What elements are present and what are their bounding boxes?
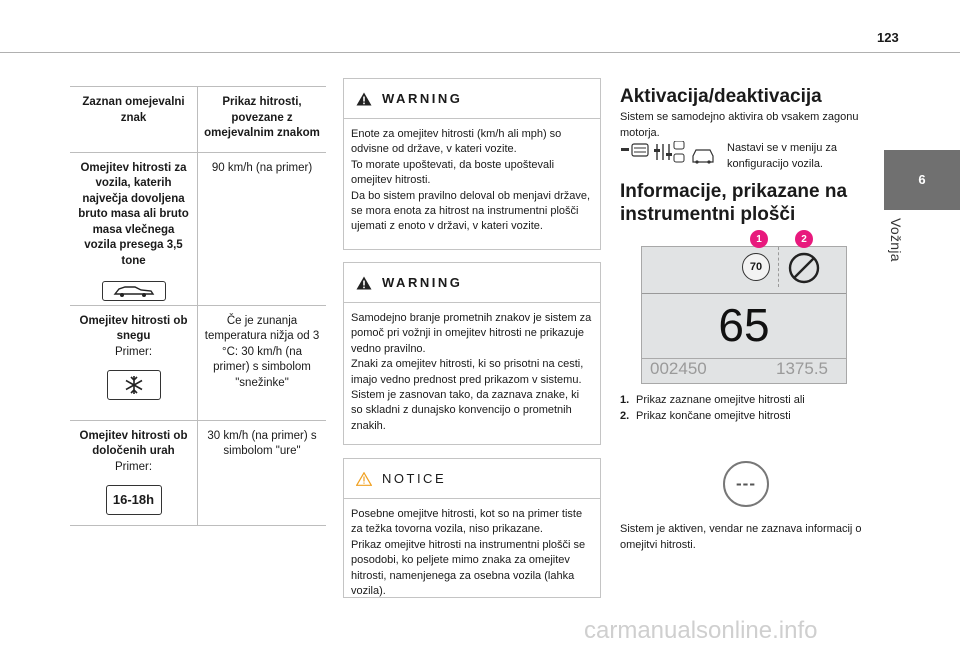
warning-triangle-icon bbox=[356, 92, 372, 106]
table-header-left: Zaznan omejevalni znak bbox=[70, 87, 198, 152]
activation-text: Sistem se samodejno aktivira ob vsakem zagonu motorja. bbox=[620, 111, 859, 139]
row-subtitle: Primer: bbox=[114, 345, 153, 358]
row-title: Omejitev hitrosti za vozila, katerih največja dovoljena bruto masa ali bruto masa vlečnega vozila presega 3,5 tone bbox=[78, 161, 189, 267]
chapter-title: Vožnja bbox=[888, 218, 904, 262]
row-value: 90 km/h (na primer) bbox=[211, 161, 313, 174]
table-header-right: Prikaz hitrosti, povezane z omejevalnim znakom bbox=[204, 96, 320, 139]
no-info-sign-icon: --- bbox=[723, 461, 769, 507]
odometer: 002450 bbox=[650, 359, 707, 378]
current-speed: 65 bbox=[718, 299, 770, 351]
warning-title: WARNING bbox=[382, 274, 463, 290]
trip-meter: 1375.5 bbox=[776, 359, 828, 378]
table-row bbox=[70, 153, 326, 306]
row-title: Omejitev hitrosti ob snegu bbox=[79, 314, 188, 342]
notice-title: NOTICE bbox=[382, 470, 447, 486]
row-value: Če je zunanja temperatura nižja od 3 °C: 30 km/h (na primer) s simbolom "snežinke" bbox=[204, 314, 320, 389]
menu-text: Nastavi se v meniju za konfiguracijo vozila. bbox=[727, 142, 838, 170]
speed-limit-table bbox=[70, 86, 326, 526]
sign-separator bbox=[778, 247, 779, 287]
table-header-row bbox=[70, 87, 326, 153]
list-item bbox=[620, 392, 816, 408]
notice-triangle-icon bbox=[356, 472, 372, 486]
warning-text: Samodejno branje prometnih znakov je sistem za pomoč pri vožnji in omejitev hitrosti ne prikazuje vedno pravilno. Znaki za omejitev hitrosti, ki so prisotni na cesti, imajo vedno prednost pred prikazom v sistemu. Sistem je zasnovan tako, da zaznava znake, ki so skladni z dunajsko konvencijo o prometnih znakih. bbox=[351, 312, 592, 432]
display-legend-list bbox=[620, 392, 816, 424]
warning-triangle-icon bbox=[356, 276, 372, 290]
speed-limit-sign: 70 bbox=[742, 253, 770, 281]
callout-marker: 1 bbox=[750, 230, 768, 248]
watermark: carmanualsonline.info bbox=[584, 617, 818, 644]
item-number: 2. bbox=[620, 410, 630, 422]
notice-box bbox=[343, 458, 601, 598]
instrument-display bbox=[641, 246, 847, 384]
row-value: 30 km/h (na primer) s simbolom "ure" bbox=[207, 429, 317, 457]
info-heading: Informacije, prikazane na instrumentni plošči bbox=[620, 181, 848, 225]
menu-path-icons bbox=[621, 141, 721, 167]
chapter-tab[interactable]: 6 bbox=[884, 150, 960, 210]
callout-marker: 2 bbox=[795, 230, 813, 248]
item-number: 1. bbox=[620, 394, 630, 406]
list-item bbox=[620, 408, 816, 424]
time-sign-icon: 16-18h bbox=[106, 485, 162, 515]
activation-heading: Aktivacija/deaktivacija bbox=[620, 86, 822, 107]
notice-text: Posebne omejitve hitrosti, kot so na primer tiste za težka tovorna vozila, niso prikazane. Prikaz omejitve hitrosti na instrumentni plošči se posodobi, ko peljete mimo znaka za omejitev hitrosti, namenjenega za osebna vozila (lahka vozila). bbox=[351, 508, 586, 598]
top-divider bbox=[0, 52, 960, 53]
end-of-limit-icon bbox=[788, 252, 820, 284]
warning-box bbox=[343, 262, 601, 445]
display-divider bbox=[642, 293, 846, 294]
table-row bbox=[70, 306, 326, 421]
warning-box bbox=[343, 78, 601, 250]
no-info-note: Sistem je aktiven, vendar ne zaznava informacij o omejitvi hitrosti. bbox=[620, 523, 862, 551]
page-number: 123 bbox=[877, 30, 899, 45]
warning-title: WARNING bbox=[382, 90, 463, 106]
car-trailer-icon bbox=[102, 281, 166, 301]
item-text: Prikaz končane omejitve hitrosti bbox=[636, 410, 791, 422]
warning-text: Enote za omejitev hitrosti (km/h ali mph) so odvisne od države, v kateri vozite. To morate upoštevati, da boste upoštevali omejitev hitrosti. Da bo sistem pravilno deloval ob menjavi države, se mora enota za hitrost na instrumentni plošči ujemati z enoto v državi, v kateri vozite. bbox=[351, 128, 591, 233]
row-subtitle: Primer: bbox=[114, 460, 153, 473]
row-title: Omejitev hitrosti ob določenih urah bbox=[79, 429, 188, 457]
item-text: Prikaz zaznane omejitve hitrosti ali bbox=[636, 394, 805, 406]
snowflake-icon bbox=[107, 370, 161, 400]
table-row bbox=[70, 421, 326, 526]
